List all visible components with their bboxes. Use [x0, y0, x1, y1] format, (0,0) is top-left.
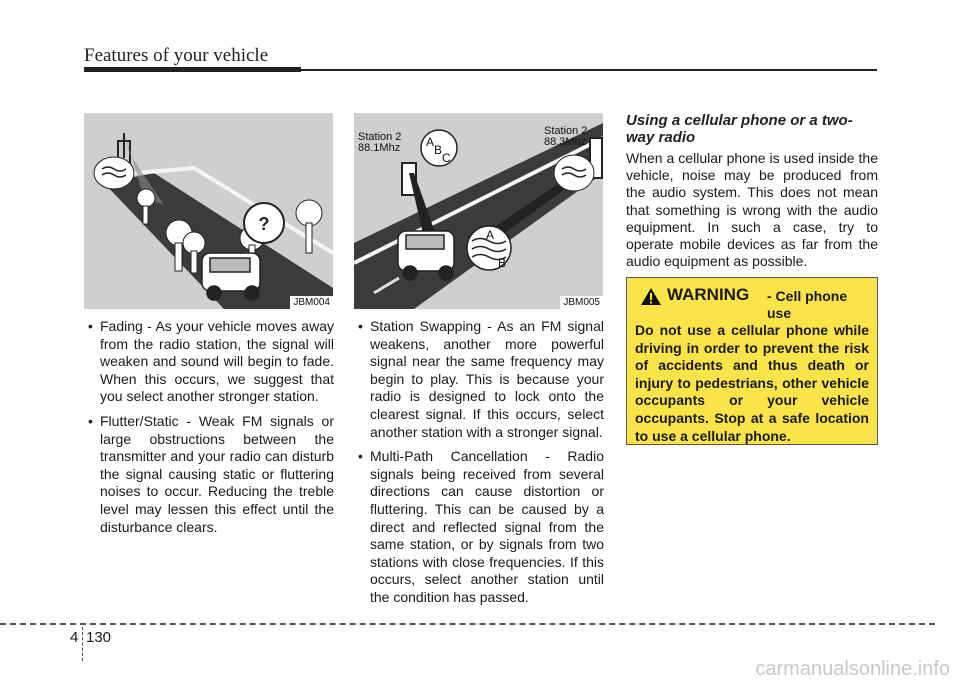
- section-heading: Using a cellular phone or a two-way radio: [626, 112, 853, 146]
- footer-rule: [0, 623, 935, 625]
- figure-station-swapping-illustration: [354, 113, 603, 309]
- station-left-frequency: 88.1Mhz: [358, 142, 401, 154]
- section-body: When a cellular phone is used inside the vehicle, noise may be produced from the audio system. This does not mean that something is wrong with the audio equipment. In such a case, try to operate mobile devices as far from the audio equipment as possible.: [626, 150, 878, 270]
- station-right-frequency: 88.3Mhz: [544, 136, 587, 148]
- warning-text: Do not use a cellular phone while driving in order to prevent the risk of accidents and thus death or injury to pedestrians, other vehicle occupants or your vehicle occupants. Stop at a safe location to use a cellular phone.: [635, 322, 869, 444]
- page-number-separator: [82, 627, 84, 661]
- mixed-letter-a: A: [486, 228, 495, 242]
- header-rule-thin: [301, 69, 877, 71]
- figure-code: JBM005: [560, 296, 603, 309]
- station-right-name: Station 2: [544, 125, 588, 137]
- mixed-letter-b: B: [498, 256, 507, 270]
- signal-letter-a: A: [426, 135, 435, 149]
- section-number: 4: [70, 629, 79, 646]
- figure-code: JBM004: [290, 296, 333, 309]
- left-text-column: [84, 318, 334, 543]
- page-number: 130: [86, 629, 112, 646]
- station-left-name: Station 2: [358, 131, 402, 143]
- warning-triangle-icon: [641, 288, 661, 310]
- list-item-fading: • Fading - As your vehicle moves away from the radio station, the signal will weaken and sound will begin to fade. When this occurs, we suggest that you select another stronger station.: [84, 318, 334, 406]
- list-item-station-swapping: • Station Swapping - As an FM signal weakens, another more powerful signal near the same frequency may begin to play. This is because your radio is designed to lock onto the clearest signal. If this occurs, select another station with a stronger signal.: [354, 318, 604, 441]
- list-item-multi-path: • Multi-Path Cancellation - Radio signals being received from several directions can cause distortion or fluttering. This can be caused by a direct and reflected signal from the same station, or by signals from two stations with close frequencies. If this occurs, select another station until the condition has passed.: [354, 448, 604, 606]
- fading-illustration-svg: [84, 113, 333, 309]
- list-item-flutter-static: • Flutter/Static - Weak FM signals or large obstructions between the transmitter and your radio can disturb the signal causing static or fluttering noises to occur. Reducing the treble level may lessen this effect until the disturbance clears.: [84, 413, 334, 536]
- warning-title: - Cell phone use: [767, 288, 848, 321]
- middle-text-column: [354, 318, 604, 614]
- watermark: carmanualsonline.info: [755, 658, 950, 680]
- header-rule-thick: [84, 67, 301, 72]
- station-swapping-illustration-svg: [354, 113, 603, 309]
- warning-label: WARNING: [667, 285, 750, 304]
- question-mark-label: ?: [258, 214, 270, 234]
- signal-letter-b: B: [434, 143, 443, 157]
- figure-fading-illustration: [84, 113, 333, 309]
- page-header-title: Features of your vehicle: [84, 45, 269, 66]
- signal-letter-c: C: [442, 151, 451, 165]
- warning-box: [626, 277, 878, 445]
